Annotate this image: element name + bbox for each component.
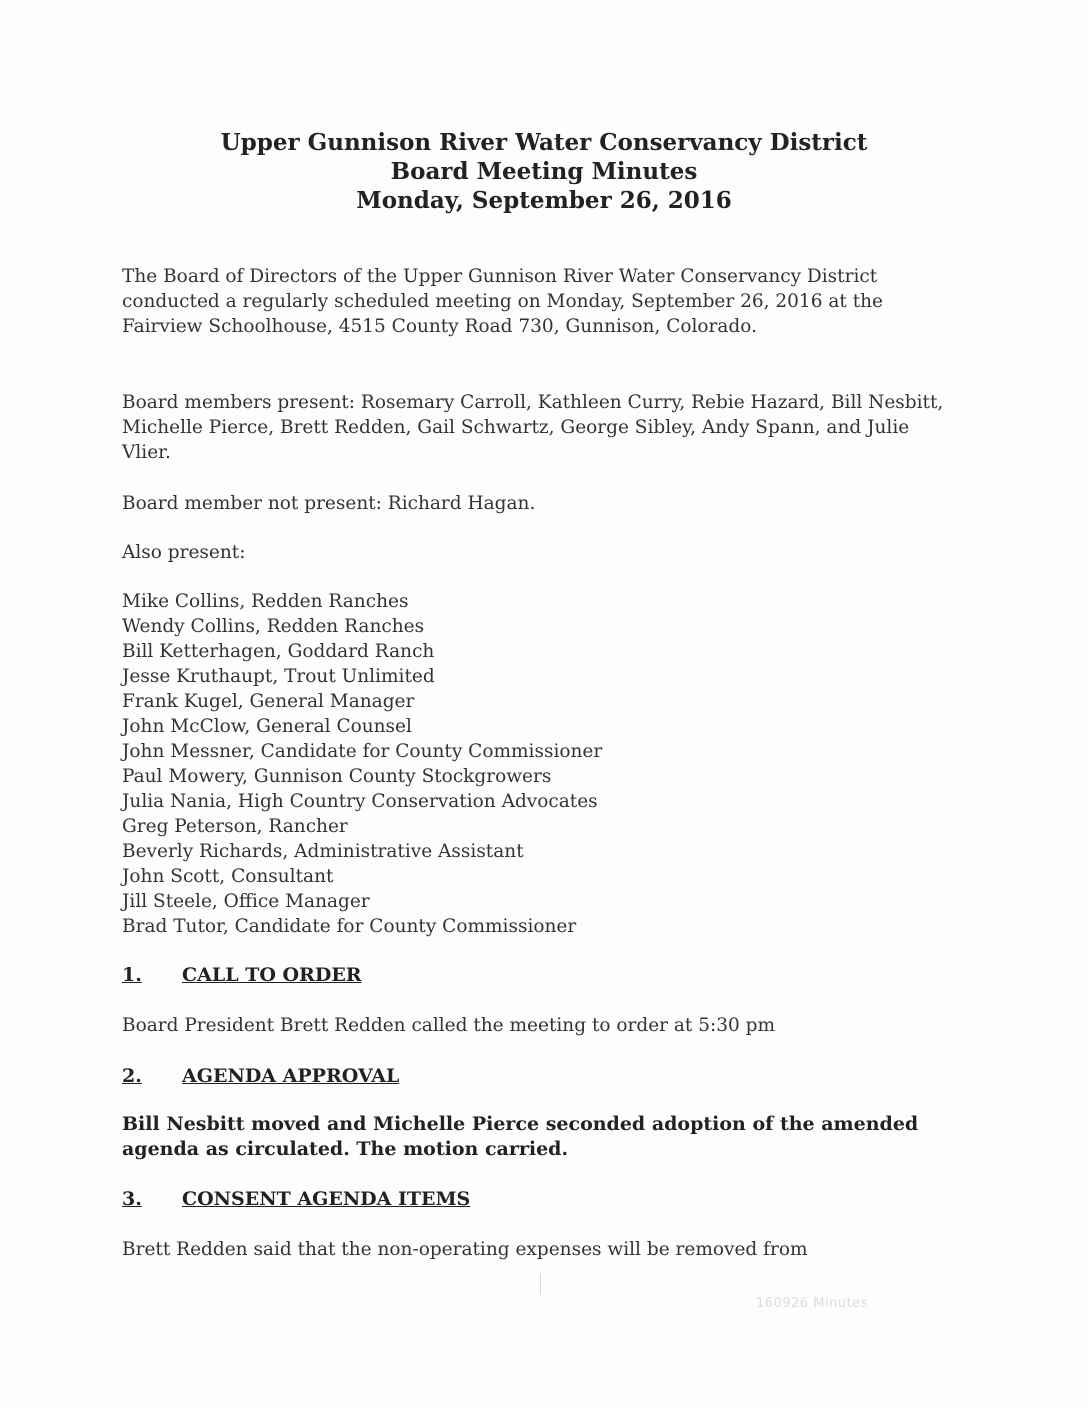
- title-district-name: Upper Gunnison River Water Conservancy District: [220, 129, 868, 156]
- list-item: John McClow, General Counsel: [122, 716, 412, 737]
- section-number: 2.: [122, 1065, 142, 1087]
- agenda-approval-motion: Bill Nesbitt moved and Michelle Pierce seconded adoption of the amended agenda as circulated. The motion carried.: [122, 1113, 919, 1160]
- list-item: John Scott, Consultant: [122, 866, 334, 887]
- title-meeting-date: Monday, September 26, 2016: [356, 187, 732, 214]
- also-present-label: Also present:: [122, 542, 246, 563]
- intro-paragraph: The Board of Directors of the Upper Gunnison River Water Conservancy District conducted a regularly scheduled meeting on Monday, September 26, 2016 at the Fairview Schoolhouse, 4515 County Road 730, Gunnison, Colorado.: [122, 266, 883, 337]
- title-document-type: Board Meeting Minutes: [390, 158, 698, 185]
- page-tick-mark: [540, 1274, 541, 1294]
- list-item: Bill Ketterhagen, Goddard Ranch: [122, 641, 435, 662]
- list-item: John Messner, Candidate for County Commissioner: [122, 741, 603, 762]
- board-members-present: Board members present: Rosemary Carroll, Kathleen Curry, Rebie Hazard, Bill Nesbitt, Michelle Pierce, Brett Redden, Gail Schwartz, George Sibley, Andy Spann, and Julie Vlier.: [122, 392, 944, 463]
- section-title: CALL TO ORDER: [182, 964, 362, 986]
- consent-agenda-text: Brett Redden said that the non-operating expenses will be removed from: [122, 1239, 808, 1260]
- call-to-order-text: Board President Brett Redden called the meeting to order at 5:30 pm: [122, 1015, 776, 1036]
- list-item: Jesse Kruthaupt, Trout Unlimited: [122, 666, 435, 687]
- document-title: [0, 128, 1088, 215]
- section-heading-consent-agenda: [122, 1187, 470, 1212]
- section-title: AGENDA APPROVAL: [182, 1065, 400, 1087]
- list-item: Mike Collins, Redden Ranches: [122, 591, 409, 612]
- list-item: Paul Mowery, Gunnison County Stockgrowers: [122, 766, 552, 787]
- section-title: CONSENT AGENDA ITEMS: [182, 1188, 471, 1210]
- also-present-list: [122, 589, 962, 939]
- section-number: 3.: [122, 1188, 142, 1210]
- list-item: Jill Steele, Office Manager: [122, 891, 370, 912]
- list-item: Frank Kugel, General Manager: [122, 691, 415, 712]
- section-heading-agenda-approval: [122, 1064, 399, 1089]
- list-item: Greg Peterson, Rancher: [122, 816, 348, 837]
- board-member-not-present: Board member not present: Richard Hagan.: [122, 493, 536, 514]
- list-item: Julia Nania, High Country Conservation Advocates: [122, 791, 598, 812]
- section-number: 1.: [122, 964, 142, 986]
- footer-stamp: 160926 Minutes: [756, 1296, 868, 1311]
- list-item: Brad Tutor, Candidate for County Commissioner: [122, 916, 577, 937]
- section-heading-call-to-order: [122, 963, 362, 988]
- list-item: Wendy Collins, Redden Ranches: [122, 616, 425, 637]
- list-item: Beverly Richards, Administrative Assistant: [122, 841, 524, 862]
